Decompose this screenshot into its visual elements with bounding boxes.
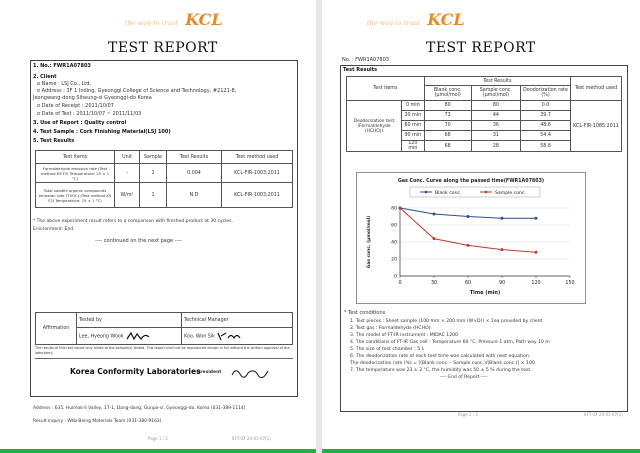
lab-address: Address : 635, Huimok-li Valley, 17-1, Dang-dong, Gunpo-si, Gyeonggi-do, Korea (031-389-1114) — [33, 406, 246, 411]
table-cell: 31 — [471, 131, 520, 141]
table-cell: W/m² — [115, 183, 140, 208]
table-cell: 68 — [424, 141, 471, 152]
date-of-receipt: o Date of Receipt : 2011/10/07 — [37, 103, 114, 109]
manager-name — [182, 328, 293, 345]
column-header: Test items — [36, 151, 115, 164]
table-header-row — [36, 151, 293, 164]
table-cell: 36 — [471, 121, 520, 131]
results-table — [35, 150, 293, 208]
table-row — [36, 313, 293, 328]
x-tick-label: 60 — [464, 281, 472, 286]
tested-by-value: Lee, Hyeong Wook — [79, 334, 124, 340]
column-header: Sample — [140, 151, 167, 164]
test-conditions — [350, 318, 550, 381]
y-tick-label: 80 — [391, 206, 397, 212]
x-axis-label: Time (min) — [469, 290, 501, 296]
client-name: o Name : LSJ Co., Ltd. — [37, 81, 92, 87]
condition-item: 7. The temperature was 23 ± 2 °C, the humidity was 50 ± 5 % during the test. — [350, 368, 532, 373]
table-cell: 80 — [471, 101, 520, 111]
legend-marker — [485, 191, 488, 194]
group-header: Test Results — [424, 77, 570, 86]
data-point — [467, 215, 470, 218]
data-point — [501, 217, 504, 220]
result-note-2: Environment: End. — [33, 227, 75, 232]
brand-tagline: the way to trust — [125, 20, 179, 27]
x-tick-label: 90 — [498, 281, 506, 286]
deodorization-table — [346, 76, 622, 152]
column-header: Sample conc. (μmol/mol) — [471, 86, 520, 101]
table-cell: 44 — [471, 111, 520, 121]
use-of-report: 3. Use of Report : Quality control — [33, 120, 127, 126]
tested-by-label: Tested by — [77, 313, 182, 328]
table-cell: 0.004 — [167, 164, 222, 183]
table-cell: - — [115, 164, 140, 183]
result-note: * The above experiment result refers to a comparison with finished product at 30 cycles. — [33, 219, 233, 224]
table-cell: 90 min — [402, 131, 425, 141]
form-code: KFT-07-20-01-07(1) — [584, 412, 623, 417]
table-cell: 28 — [471, 141, 520, 152]
table-cell: Formaldehyde emission rate (Test method KS F2I Temperature: 25 ± 1 °C) — [36, 164, 115, 183]
report-page-2 — [322, 0, 640, 453]
condition-item: 1. Test pieces : Sheet sample (100 mm × 200 mm (W×D)) × 1ea provided by client — [350, 319, 543, 324]
report-page-1 — [0, 0, 316, 453]
data-point — [399, 207, 402, 210]
column-header: Deodorization rate (%) — [521, 86, 571, 101]
gas-conc-chart — [356, 172, 586, 304]
x-tick-label: 150 — [565, 281, 575, 286]
manager-value: Koo, Won Sik — [184, 334, 215, 340]
divider — [35, 358, 293, 359]
data-point — [535, 251, 538, 254]
legend-label: Blank conc. — [435, 191, 462, 196]
page-title: TEST REPORT — [108, 40, 218, 56]
brand-logo — [367, 10, 465, 29]
date-of-test: o Date of Test : 2011/10/07 ~ 2011/11/03 — [37, 111, 142, 117]
x-tick-label: 120 — [531, 281, 541, 286]
table-cell: 1 — [140, 164, 167, 183]
test-results-heading: 5. Test Results — [33, 138, 75, 144]
legend-label: Sample conc. — [495, 191, 526, 196]
table-cell: Total volatile organic compounds emission rate (TVOC) (Test method KS F2I Temperature: 25 ± 1 °C) — [36, 183, 115, 208]
president-signature — [230, 366, 270, 378]
end-of-report: ---- End of Report ---- — [440, 375, 488, 380]
footer-bar — [0, 449, 316, 453]
affirmation-label: Affirmation — [36, 313, 77, 345]
table-cell: 70 — [424, 121, 471, 131]
president-label: President — [197, 370, 222, 375]
client-address-line-2: Jeongwang-dong Siheung-si Gyeonggi-do Korea — [33, 95, 152, 101]
column-header: Blank conc. (μmol/mol) — [424, 86, 471, 101]
y-tick-label: 60 — [391, 223, 397, 229]
result-inquiry: Result inquiry : Web-Being Materials Team (031-380-9163) — [33, 419, 162, 424]
table-cell: 39.7 — [521, 111, 571, 121]
table-header-row — [347, 77, 622, 86]
test-results-heading: Test Results — [343, 67, 378, 73]
x-tick-label: 0 — [398, 281, 402, 286]
test-item-cell: Deodorization test (Formaldehyde (HCHO)) — [347, 101, 402, 152]
condition-item: 3. The model of FT-IR instrument : MIDAC 1200 — [350, 333, 458, 338]
signature-table — [35, 312, 293, 345]
table-cell: 0 min — [402, 101, 425, 111]
y-tick-label: 20 — [391, 257, 397, 263]
table-cell: 58.8 — [521, 141, 571, 152]
client-heading: 2. Client — [33, 74, 57, 80]
test-sample: 4. Test Sample : Cork Finishing Material(LSJ 100) — [33, 129, 171, 135]
table-cell: KCL-FIR-1003:2011 — [222, 183, 293, 208]
report-number: 1. No.: FWR1A07803 — [33, 63, 91, 69]
table-cell: 68 — [424, 131, 471, 141]
condition-item: 5. The size of test chamber : 5 L — [350, 347, 425, 352]
table-cell: 60 min — [402, 121, 425, 131]
condition-item: 4. The conditions of FT-IR Gas cell : Temperature 60 °C, Pressure 1 atm, Path way 10 m — [350, 340, 550, 345]
tested-by-name — [77, 328, 182, 345]
y-tick-label: 40 — [391, 240, 397, 246]
lab-name: Korea Conformity Laboratories — [70, 367, 201, 376]
condition-item: 6. The deodorization rate of each test time was calculated with next equation. — [350, 354, 531, 359]
page-number: Page 2 / 2 — [458, 412, 478, 417]
disclaimer-text: The results of this test report only relate to the sample(s) tested. This report shall not be reproduced except in full without the written approval of the laboratory. — [35, 346, 290, 355]
data-point — [501, 248, 504, 251]
notes-heading: * Test conditions — [344, 310, 386, 316]
brand-logo — [125, 10, 223, 29]
table-cell: 48.6 — [521, 121, 571, 131]
chart-title: Gas Conc. Curve along the passed time(FWR1A07803) — [397, 179, 545, 184]
column-header: Test method used — [571, 77, 622, 101]
legend-marker — [425, 191, 428, 194]
column-header: Unit — [115, 151, 140, 164]
client-address: o Address : 3F 1 Inding, Gyeonggi College of Science and Technology, #2121-8, — [37, 88, 237, 94]
form-code: KFT-07-20-01-07(1) — [232, 436, 271, 441]
footer-bar — [322, 449, 640, 453]
table-cell: 54.4 — [521, 131, 571, 141]
page-number: Page 1 / 2 — [148, 436, 168, 441]
brand-tagline: the way to trust — [367, 20, 421, 27]
brand-mark: KCL — [427, 10, 465, 29]
technical-manager-label: Technical Manager — [182, 313, 293, 328]
table-row — [36, 164, 293, 183]
table-cell: 120 min — [402, 141, 425, 152]
table-cell: KCL-FIR-1003:2011 — [222, 164, 293, 183]
column-header: Test items — [347, 77, 425, 101]
table-cell: 0.0 — [521, 101, 571, 111]
method-cell: KCL-FIR-1085:2011 — [571, 101, 622, 152]
table-cell: 73 — [424, 111, 471, 121]
signature-image — [125, 331, 151, 341]
column-header: Test method used — [222, 151, 293, 164]
page-title: TEST REPORT — [426, 40, 536, 56]
table-cell: N.D — [167, 183, 222, 208]
data-point — [467, 244, 470, 247]
brand-mark: KCL — [185, 10, 223, 29]
data-point — [433, 212, 436, 215]
continued-line: ---- continued on the next page ---- — [95, 238, 182, 244]
report-number: No. : FWR1A07803 — [342, 57, 389, 63]
data-point — [535, 217, 538, 220]
column-header: Test Results — [167, 151, 222, 164]
table-cell: 30 min — [402, 111, 425, 121]
condition-item: The deodorization rate (%) = [(Blank conc. - Sample conc.)/(Blank conc.)] × 100 — [350, 361, 535, 366]
y-axis-label: Gas conc. (μmol/mol) — [367, 215, 372, 269]
signature-image — [216, 331, 242, 341]
table-cell: 80 — [424, 101, 471, 111]
table-row — [347, 101, 622, 111]
table-cell: 1 — [140, 183, 167, 208]
x-tick-label: 30 — [430, 281, 438, 286]
y-tick-label: 0 — [394, 274, 397, 280]
data-point — [433, 237, 436, 240]
table-row — [36, 183, 293, 208]
condition-item: 2. Test gas : Formaldehyde (HCHO) — [350, 326, 431, 331]
